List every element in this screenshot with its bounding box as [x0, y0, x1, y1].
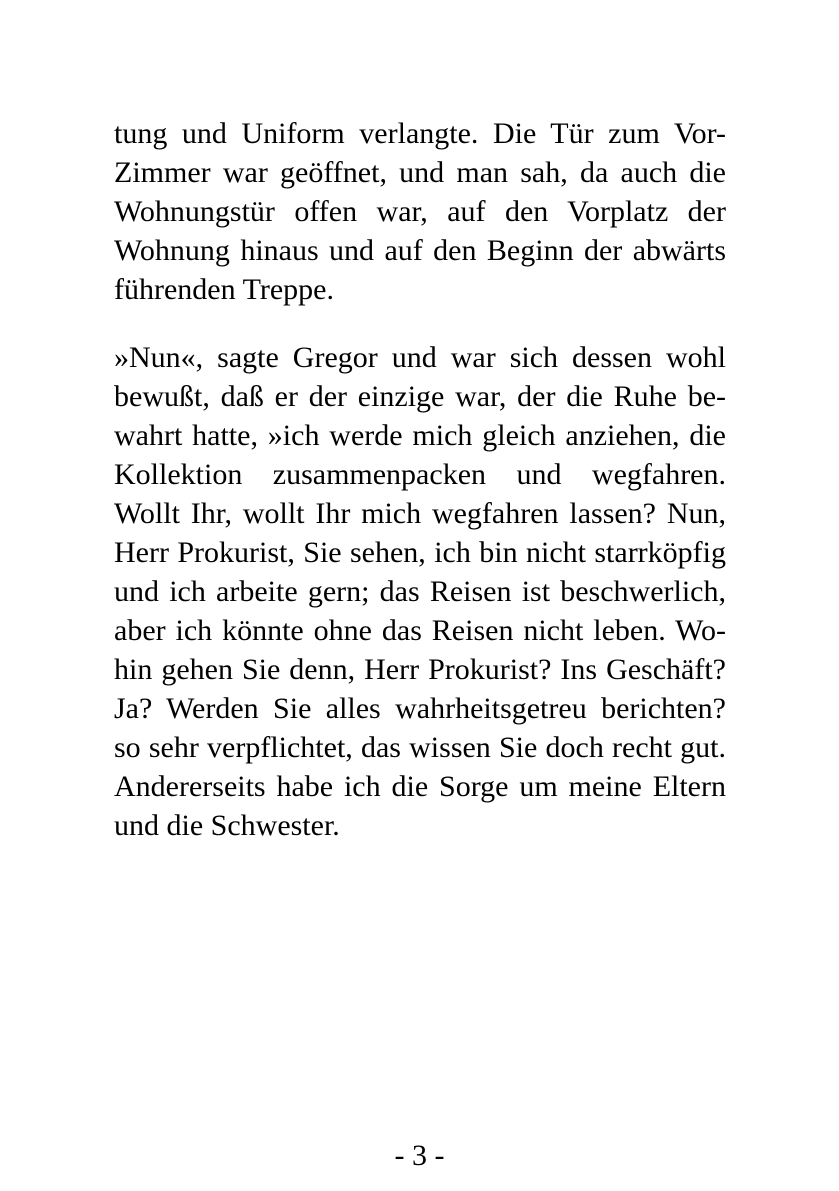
text-line: Wohnungstür offen war, auf den Vorplatz der: [114, 195, 726, 228]
text-line: Wollt Ihr, wollt Ihr mich wegfahren lassen? Nun,: [114, 497, 726, 530]
page-number: - 3 -: [394, 1139, 445, 1172]
text-line: Zimmer war geöffnet, und man sah, da auch die: [114, 156, 726, 189]
text-line: und die Schwester.: [114, 809, 340, 842]
text-line: Herr Prokurist, Sie sehen, ich bin nicht starrköpfig: [114, 536, 726, 569]
text-line: Ja? Werden Sie alles wahrheitsgetreu berichten?: [114, 692, 726, 725]
text-line: so sehr verpflichtet, das wissen Sie doch recht gut.: [114, 731, 726, 764]
paragraph-2: [114, 338, 726, 845]
text-line: »Nun«, sagte Gregor und war sich dessen wohl: [114, 341, 726, 374]
text-line: Andererseits habe ich die Sorge um meine Eltern: [114, 770, 726, 803]
text-line: aber ich könnte ohne das Reisen nicht leben. Wo-: [114, 614, 726, 647]
text-line: Wohnung hinaus und auf den Beginn der abwärts: [114, 234, 726, 267]
text-line: wahrt hatte, »ich werde mich gleich anziehen, die: [114, 419, 726, 452]
text-line: Kollektion zusammenpacken und wegfahren.: [114, 458, 726, 491]
text-line: führenden Treppe.: [114, 273, 334, 306]
text-line: bewußt, daß er der einzige war, der die Ruhe be-: [114, 380, 726, 413]
text-line: und ich arbeite gern; das Reisen ist beschwerlich,: [114, 575, 726, 608]
text-line: tung und Uniform verlangte. Die Tür zum Vor-: [114, 117, 726, 150]
text-line: hin gehen Sie denn, Herr Prokurist? Ins Geschäft?: [114, 653, 726, 686]
paragraph-1: [114, 114, 726, 309]
